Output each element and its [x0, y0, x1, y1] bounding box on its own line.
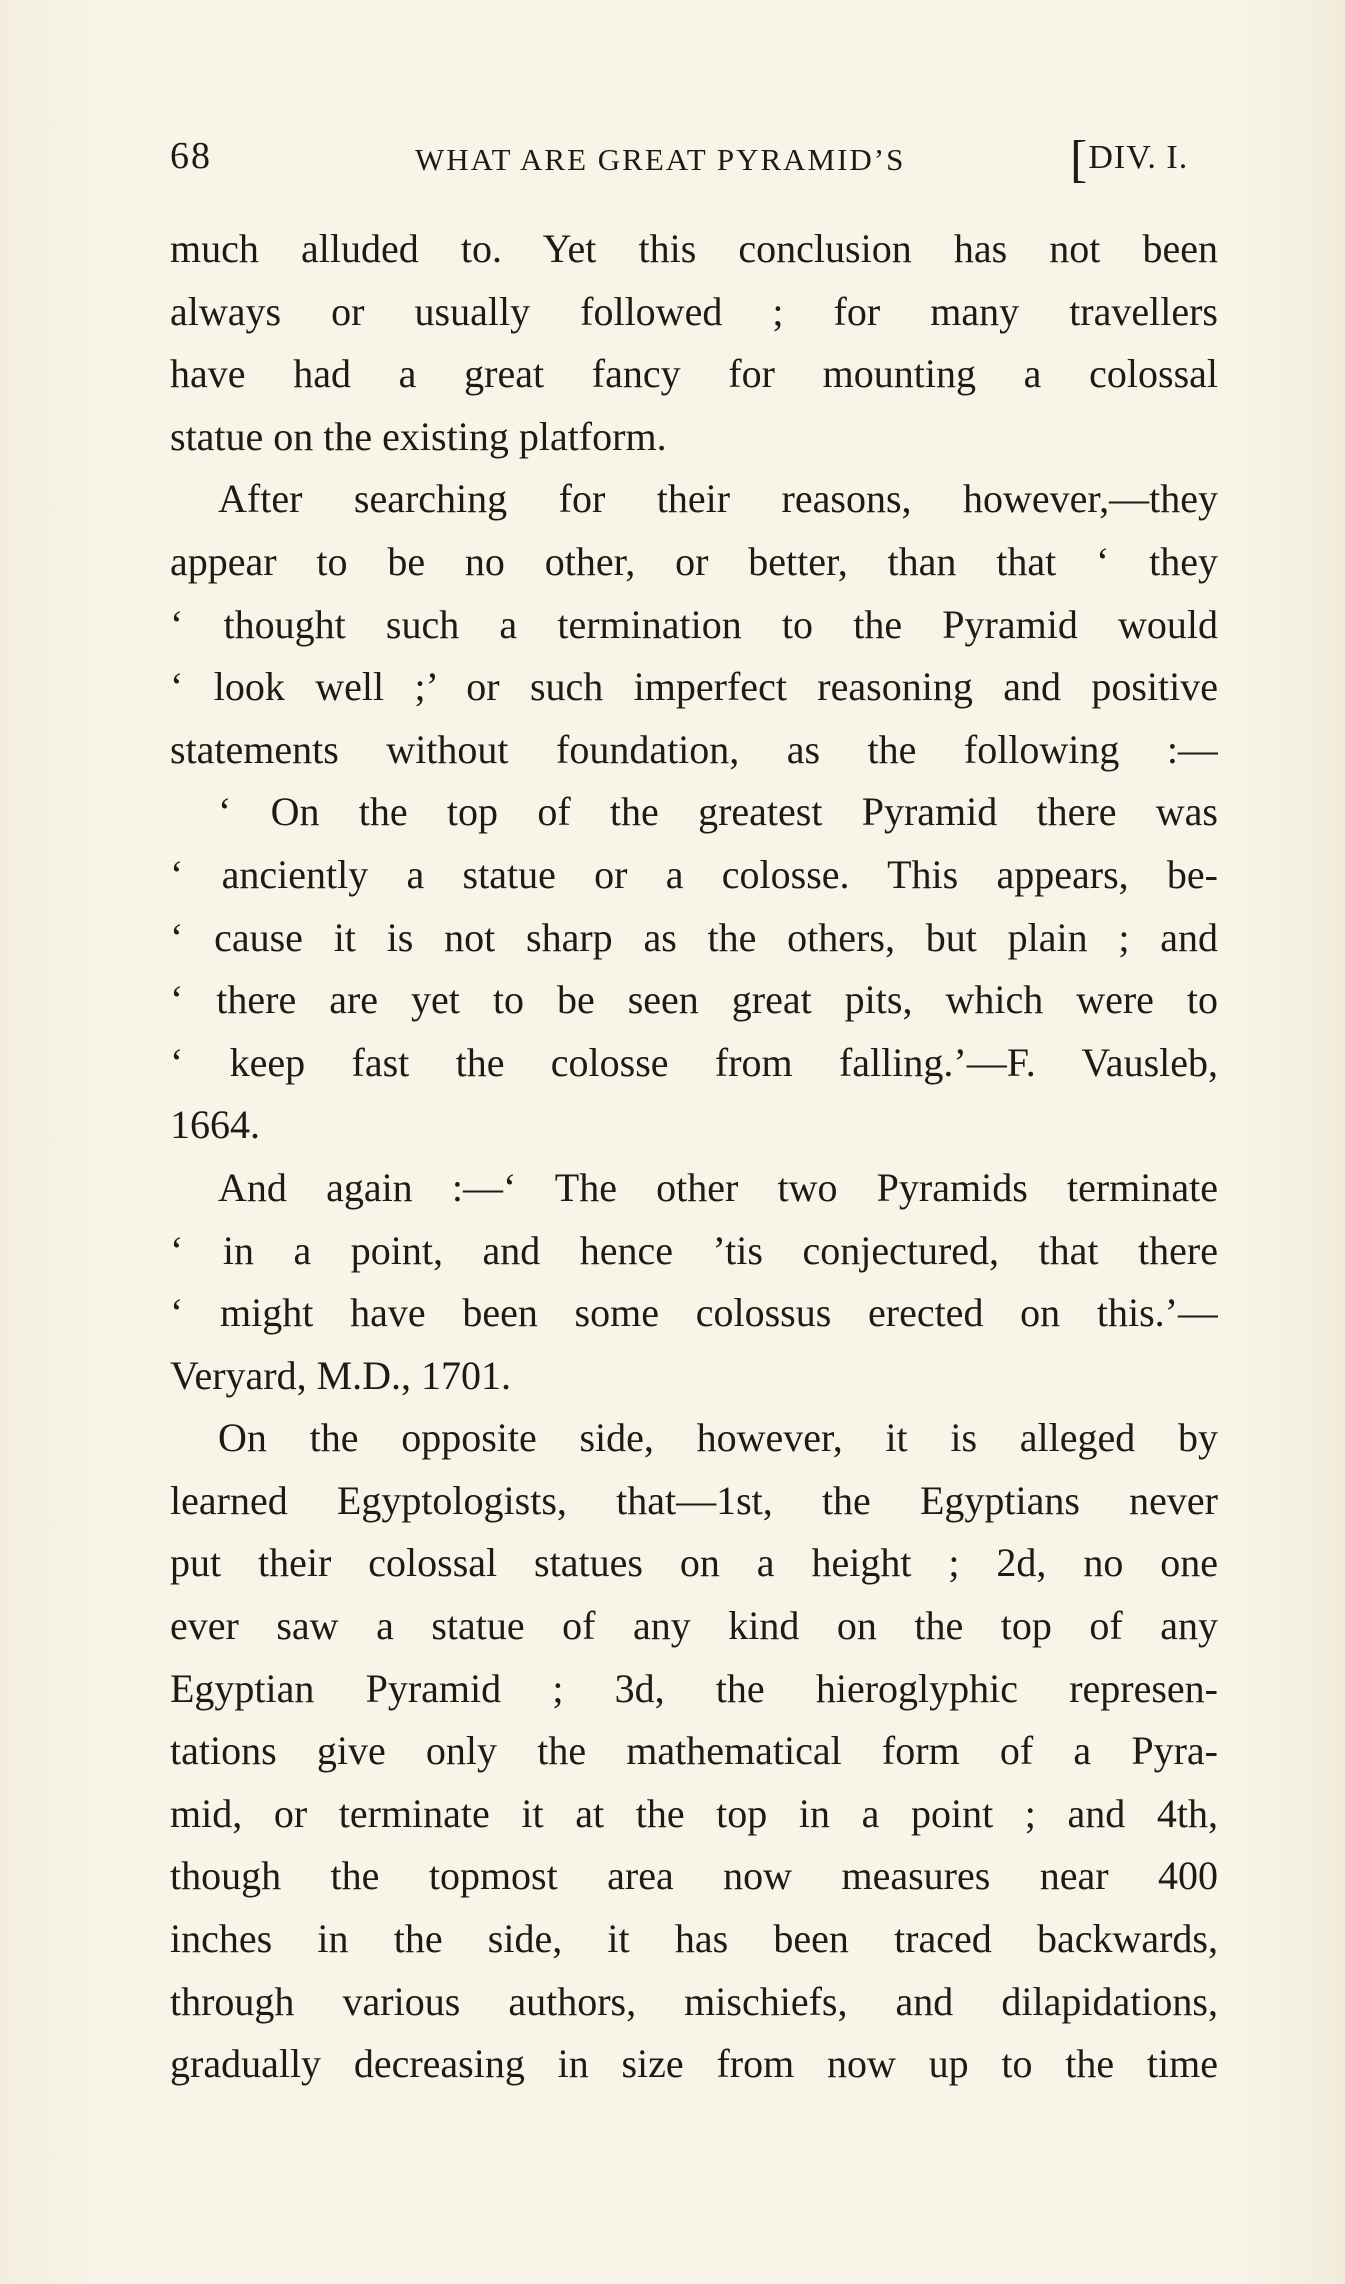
text-line: have had a great fancy for mounting a colossal [170, 351, 1218, 397]
text-line: Egyptian Pyramid ; 3d, the hieroglyphic represen- [170, 1665, 1218, 1711]
section-bracket: [ [1070, 131, 1089, 188]
text-line: ‘ cause it is not sharp as the others, but plain ; and [170, 914, 1218, 960]
text-line: ‘ there are yet to be seen great pits, which were to [170, 977, 1218, 1023]
text-line: gradually decreasing in size from now up to the time [170, 2041, 1218, 2087]
section-label: DIV. I. [1088, 139, 1189, 176]
text-line: ‘ anciently a statue or a colosse. This appears, be- [170, 851, 1218, 897]
text-line: mid, or terminate it at the top in a point ; and 4th, [170, 1790, 1218, 1836]
body-text [170, 218, 1218, 2096]
text-line: ‘ look well ;’ or such imperfect reasoning and positive [170, 664, 1218, 710]
section-mark [1070, 130, 1188, 189]
text-line: appear to be no other, or better, than that ‘ they [170, 538, 1218, 584]
text-line: ‘ might have been some colossus erected on this.’— [170, 1290, 1218, 1336]
text-line: ‘ keep fast the colosse from falling.’—F. Vausleb, [170, 1039, 1218, 1085]
page-number: 68 [170, 135, 212, 177]
text-line: much alluded to. Yet this conclusion has not been [170, 226, 1218, 271]
text-line: put their colossal statues on a height ; 2d, no one [170, 1540, 1218, 1586]
text-line: Veryard, M.D., 1701. [170, 1352, 512, 1398]
text-line: ‘ On the top of the greatest Pyramid there was [218, 789, 1218, 835]
text-line: 1664. [170, 1102, 260, 1148]
running-title: WHAT ARE GREAT PYRAMID’S [415, 142, 906, 177]
page-header [170, 130, 1220, 190]
text-line: inches in the side, it has been traced backwards, [170, 1916, 1218, 1962]
text-line: After searching for their reasons, however,—they [218, 476, 1218, 522]
text-line: On the opposite side, however, it is alleged by [218, 1415, 1218, 1461]
text-line: though the topmost area now measures near 400 [170, 1853, 1218, 1899]
text-line: tations give only the mathematical form of a Pyra- [170, 1728, 1218, 1774]
text-line: statements without foundation, as the following :— [170, 726, 1218, 772]
text-line: ‘ thought such a termination to the Pyramid would [170, 601, 1218, 647]
text-line: always or usually followed ; for many travellers [170, 288, 1218, 334]
text-line: ‘ in a point, and hence ’tis conjectured, that there [170, 1227, 1218, 1273]
text-line: ever saw a statue of any kind on the top of any [170, 1603, 1218, 1649]
text-line: through various authors, mischiefs, and dilapidations, [170, 1978, 1218, 2024]
text-line: And again :—‘ The other two Pyramids terminate [218, 1164, 1218, 1210]
text-line: learned Egyptologists, that—1st, the Egyptians never [170, 1477, 1218, 1523]
text-line: statue on the existing platform. [170, 413, 667, 459]
